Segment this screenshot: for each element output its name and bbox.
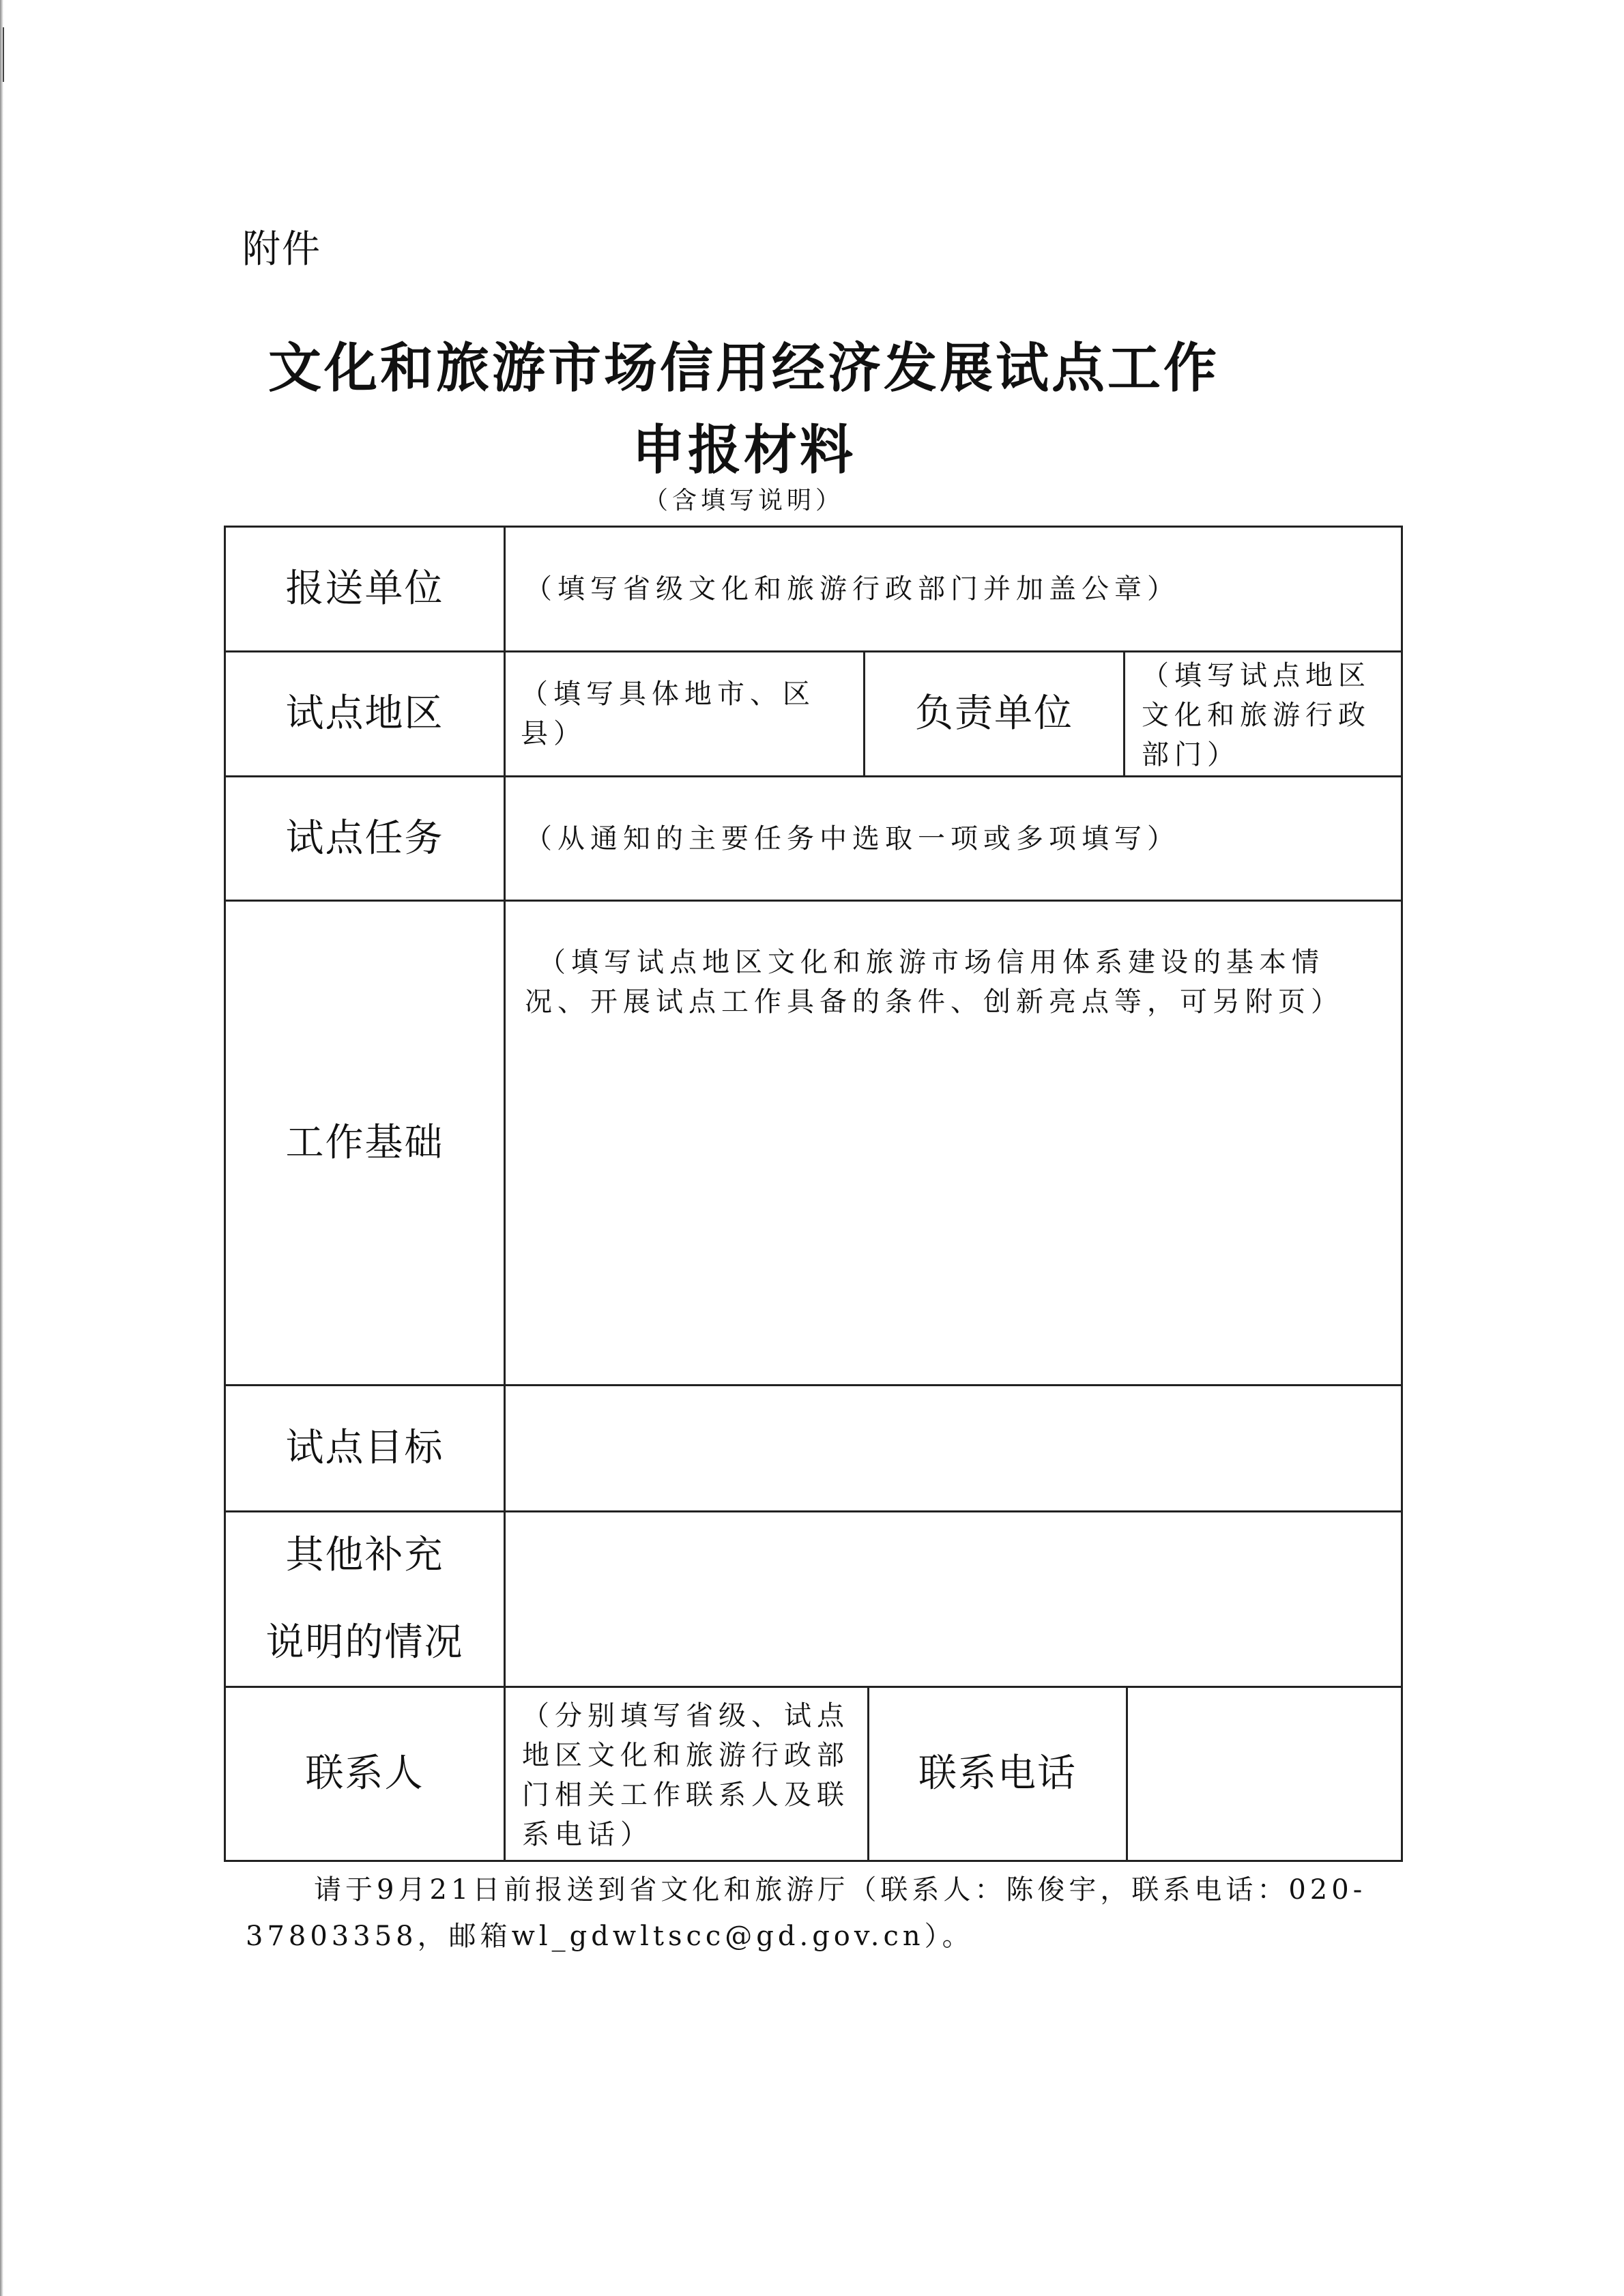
attachment-label: 附件 (242, 227, 321, 272)
footnote-text: 请于9月21日前报送到省文化和旅游厅（联系人：陈俊宇，联系电话：020-37803358，邮箱wl_gdwltscc@gd.gov.cn）。 (246, 1874, 1367, 1952)
document-title-line2: 申报材料 (631, 419, 856, 481)
work-foundation-field[interactable]: （填写试点地区文化和旅游市场信用体系建设的基本情况、开展试点工作具备的条件、创新亮点等，可另附页） (525, 947, 1344, 1018)
responsible-unit-label: 负责单位 (915, 691, 1073, 736)
other-notes-label (226, 1512, 504, 1686)
responsible-unit-field[interactable]: （填写试点地区文化和旅游行政部门） (1142, 660, 1371, 771)
submission-footnote (246, 1867, 1399, 1960)
pilot-goals-label: 试点目标 (285, 1426, 444, 1470)
contact-person-label: 联系人 (305, 1751, 424, 1796)
application-form-table (224, 526, 1403, 1862)
pilot-region-label: 试点地区 (285, 691, 444, 736)
pilot-region-field[interactable]: （填写具体地市、区县） (521, 678, 815, 749)
contact-person-field[interactable]: （分别填写省级、试点地区文化和旅游行政部门相关工作联系人及联系电话） (522, 1700, 850, 1850)
pilot-tasks-label: 试点任务 (285, 816, 444, 861)
contact-phone-field[interactable] (1128, 1688, 1401, 1860)
contact-phone-label: 联系电话 (918, 1751, 1077, 1796)
document-title: 文化和旅游市场信用经济发展试点工作 (267, 337, 1219, 399)
pilot-goals-field[interactable] (506, 1386, 1401, 1510)
other-notes-label-line1: 其他补充 (285, 1533, 444, 1577)
work-foundation-label: 工作基础 (285, 1120, 444, 1165)
scan-fold-mark (3, 27, 4, 82)
submitting-unit-field[interactable]: （填写省级文化和旅游行政部门并加盖公章） (525, 573, 1180, 605)
submitting-unit-label: 报送单位 (285, 566, 444, 611)
document-subtitle: （含填写说明） (643, 487, 844, 515)
pilot-tasks-field[interactable]: （从通知的主要任务中选取一项或多项填写） (525, 822, 1180, 855)
other-notes-label-line2: 说明的情况 (265, 1620, 464, 1665)
other-notes-field[interactable] (506, 1512, 1401, 1686)
